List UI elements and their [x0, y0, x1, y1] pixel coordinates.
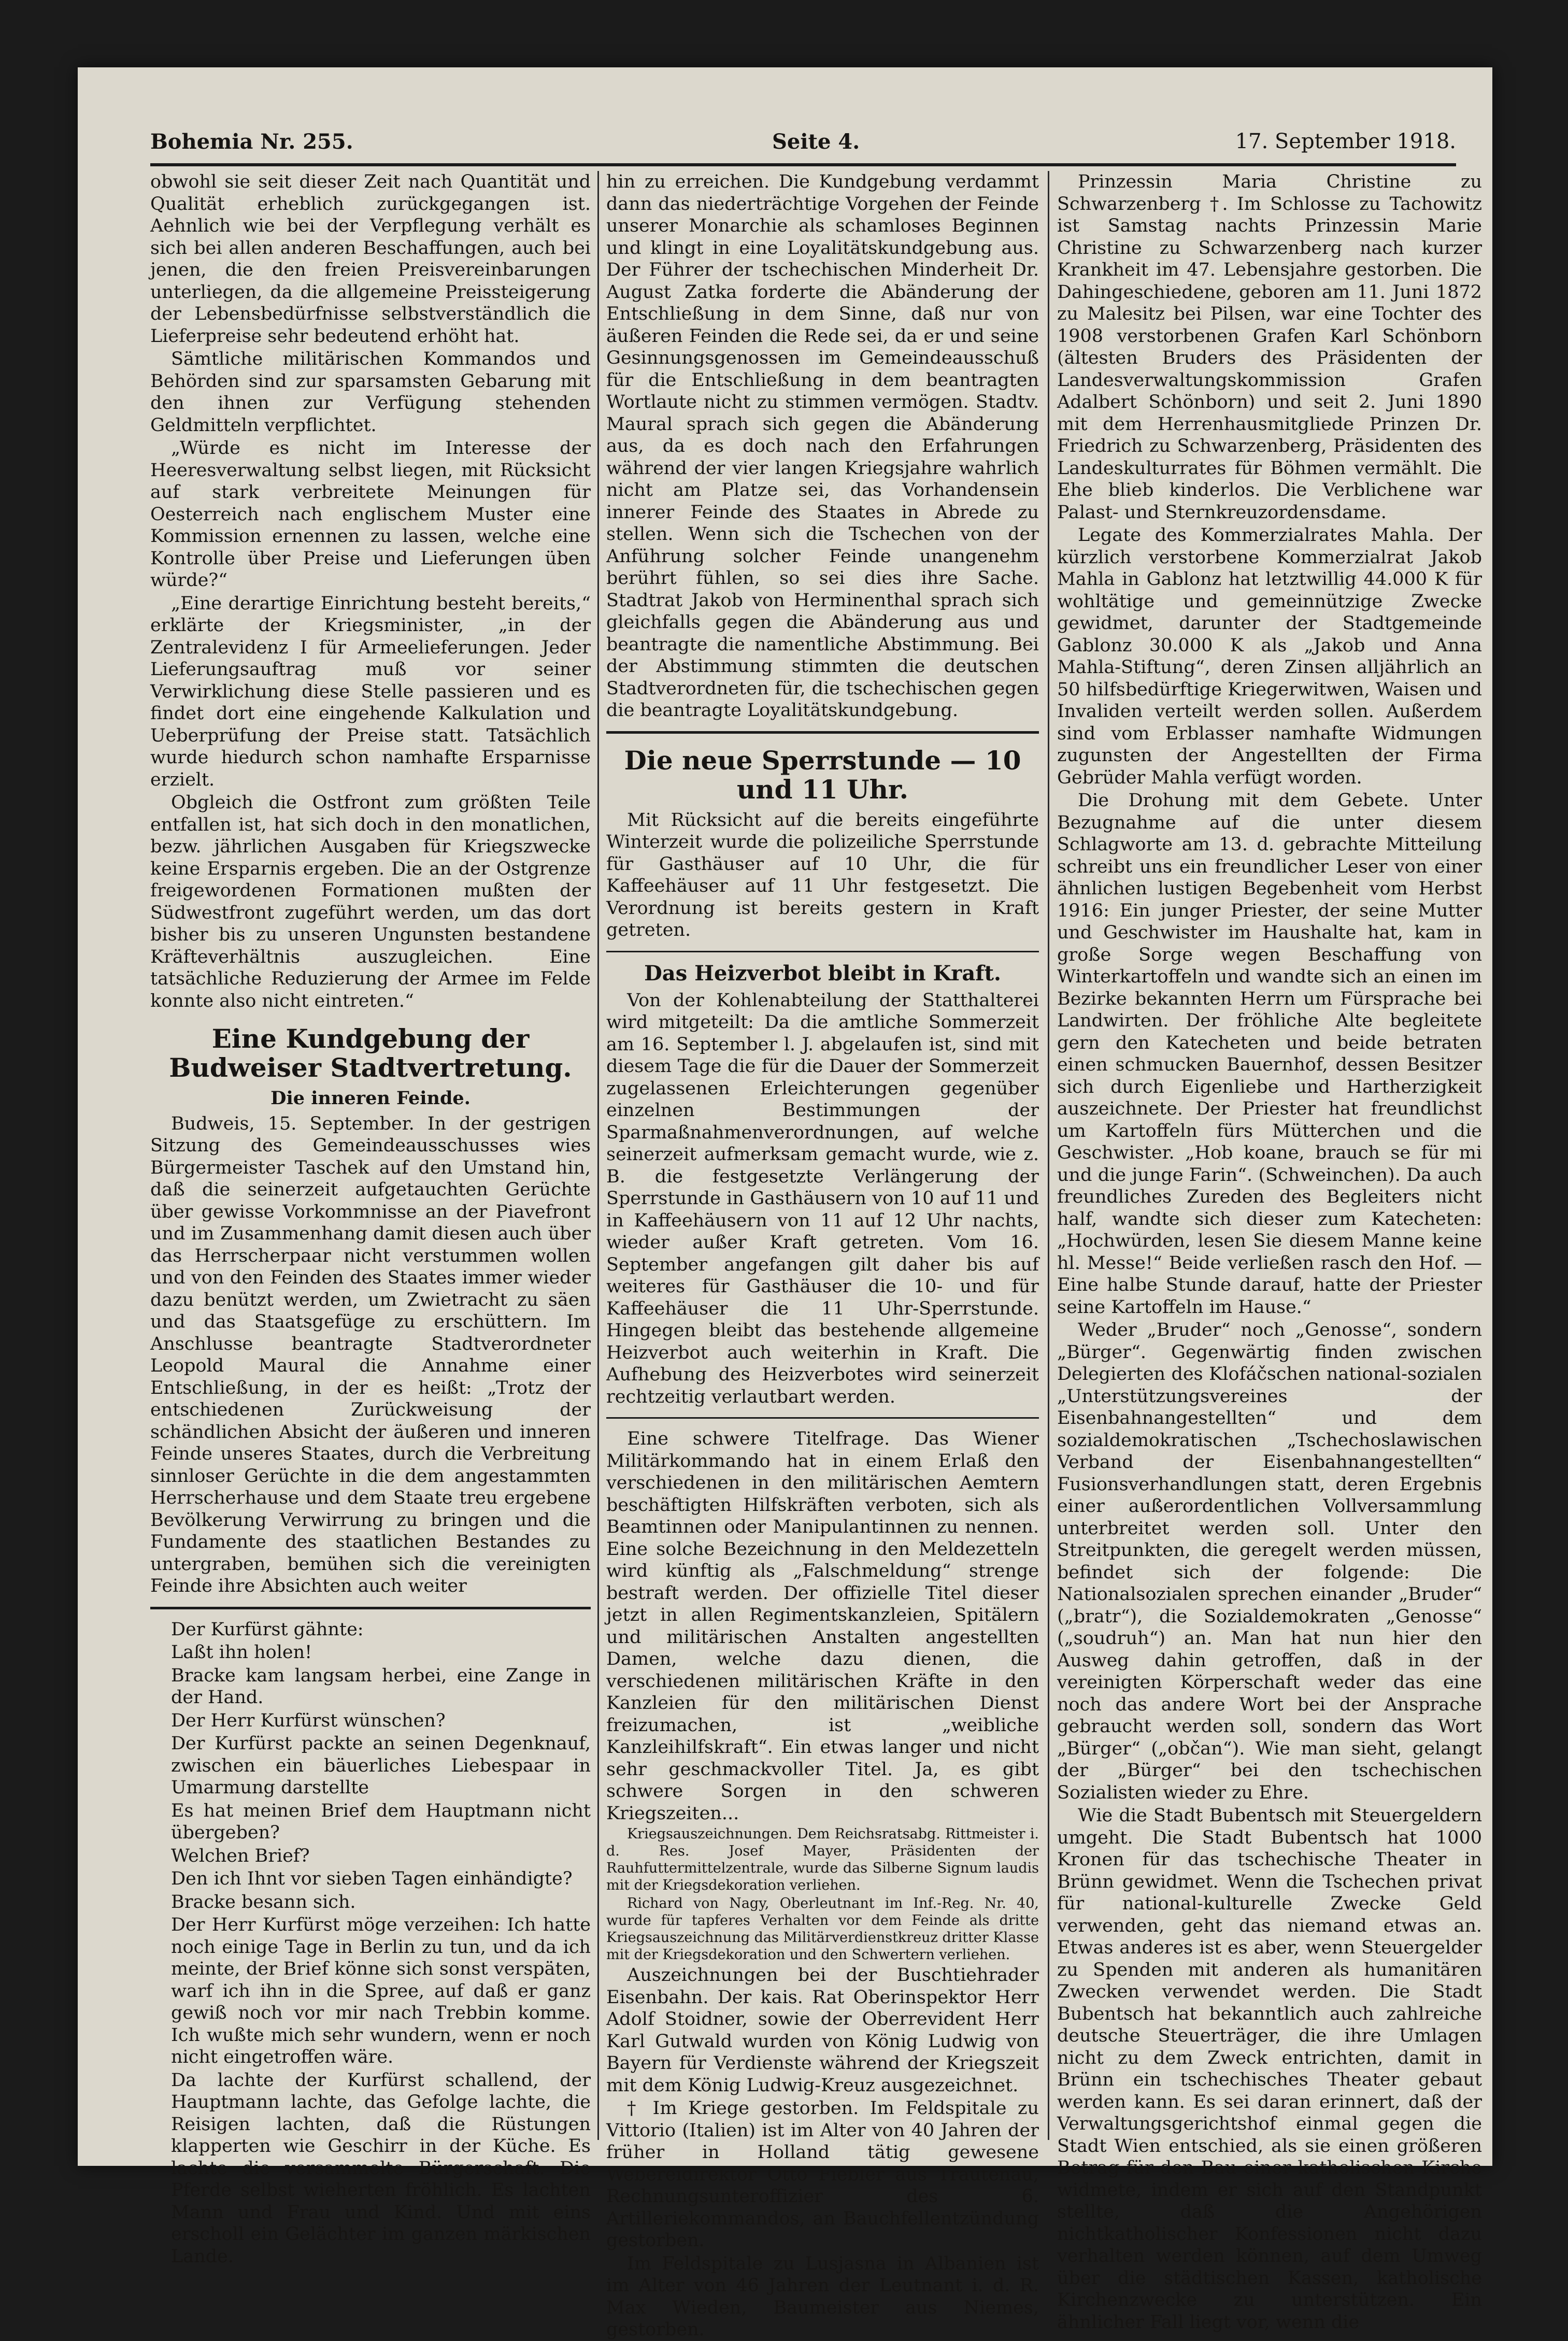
feuilleton-line: Bracke kam langsam herbei, eine Zange in der Hand.	[171, 1665, 591, 1708]
article-subheadline: Die inneren Feinde.	[270, 1088, 471, 1109]
newspaper-page	[78, 67, 1492, 2340]
column-3	[1057, 171, 1482, 2333]
header-issue: Bohemia Nr. 255.	[150, 130, 353, 154]
feuilleton-line: Der Kurfürst gähnte:	[171, 1619, 364, 1640]
article-headline: Eine Kundgebung der Budweiser Stadtvertretung.	[169, 1023, 572, 1083]
article-text: „Eine derartige Einrichtung besteht bereits,“ erklärte der Kriegsminister, „in der Zentralevidenz I für Armeelieferungen. Jeder Lieferungsauftrag muß vor seiner Verwirklichung diese Stelle passieren und es findet dort eine eingehende Kalkulation und Ueberprüfung der Preise statt. Tatsächlich wurde hiedurch schon namhafte Ersparnisse erzielt.	[150, 593, 591, 790]
feuilleton-line: Laßt ihn holen!	[171, 1642, 312, 1663]
article-text: Im Feldspitale zu Lusjasna in Albanien ist im Alter von 46 Jahren der Leutnant i. d. R. Max Wieden, Baumeister aus Niemes, gestorben.	[606, 2253, 1039, 2340]
section-divider	[606, 731, 1039, 734]
article-text: Wie die Stadt Bubentsch mit Steuergeldern umgeht. Die Stadt Bubentsch hat 1000 Kronen für das tschechische Theater in Brünn gewidmet. Wenn die Tschechen privat für national-kulturelle Zwecke Geld verwenden, geht das niemand etwas an. Etwas anderes ist es aber, wenn Steuergelder zu Spenden mit anderen als humanitären Zwecken verwendet werden. Die Stadt Bubentsch hat bekanntlich auch zahlreiche deutsche Steuerträger, die ihre Umlagen nicht zu dem Zweck entrichten, damit in Brünn ein tschechisches Theater gebaut werden kann. Es sei daran erinnert, daß der Verwaltungsgerichtshof einmal gegen die Stadt Wien entschied, als sie einen größeren Betrag für den Bau einer katholischen Kirche widmete, indem er sich auf den Standpunkt stellte, daß die Angehörigen nichtkatholischer Konfessionen nicht dazu verhalten werden können, auf dem Umweg über die städtischen Kassen, katholische Kirchenzwecke zu unterstützen. Ein ähnlicher Fall liegt vor, wenn die	[1057, 1805, 1482, 2333]
article-text: Sämtliche militärischen Kommandos und Behörden sind zur sparsamsten Gebarung mit den ihnen zur Verfügung stehenden Geldmitteln verpflichtet.	[150, 349, 591, 436]
header-date: 17. September 1918.	[1235, 130, 1456, 153]
article-small-text: Kriegsauszeichnungen. Dem Reichsratsabg. Rittmeister i. d. Res. Josef Mayer, Präsidenten der Rauhfuttermittelzentrale, wurde das Silberne Signum laudis mit der Kriegsdekoration verliehen.	[606, 1826, 1039, 1893]
header-page-number: Seite 4.	[772, 130, 860, 154]
article-headline: Die neue Sperrstunde — 10 und 11 Uhr.	[624, 745, 1021, 805]
feuilleton-line: Da lachte der Kurfürst schallend, der Hauptmann lachte, das Gefolge lachte, die Reisigen lachten, daß die Rüstungen klapperten wie Geschirr in der Küche. Es lachte die versammelte Bürgerschaft. Die Pferde selbst wieherten fröhlich. Es lachten Mann und Frau und Kind. Und mit eins erscholl ein Gelächter im ganzen märkischen Lande.	[171, 2069, 591, 2267]
feuilleton-line: Welchen Brief?	[171, 1845, 310, 1866]
feuilleton-line: Den ich Ihnt vor sieben Tagen einhändigte?	[171, 1868, 573, 1889]
article-text: Legate des Kommerzialrates Mahla. Der kürzlich verstorbene Kommerzialrat Jakob Mahla in Gablonz hat letztwillig 44.000 K für wohltätige und gemeinnützige Zwecke gewidmet, darunter der Stadtgemeinde Gablonz 30.000 K als „Jakob und Anna Mahla-Stiftung“, deren Zinsen alljährlich an 50 hilfsbedürftige Kriegerwitwen, Waisen und Invaliden verteilt werden sollen. Außerdem sind vom Erblasser namhafte Widmungen zugunsten der Angestellten der Firma Gebrüder Mahla verfügt worden.	[1057, 525, 1482, 788]
column-rule-2	[1048, 171, 1049, 2140]
article-text: Prinzessin Maria Christine zu Schwarzenberg †. Im Schlosse zu Tachowitz ist Samstag nachts Prinzessin Marie Christine zu Schwarzenberg nach kurzer Krankheit im 47. Lebensjahre gestorben. Die Dahingeschiedene, geboren am 11. Juni 1872 zu Malesitz bei Pilsen, war eine Tochter des 1908 verstorbenen Grafen Karl Schönborn (ältesten Bruders des Präsidenten der Landesverwaltungskommission Grafen Adalbert Schönborn) und seit 2. Juni 1890 mit dem Herrenhausmitgliede Prinzen Dr. Friedrich zu Schwarzenberg, Präsidenten des Landeskulturrates für Böhmen vermählt. Die Ehe blieb kinderlos. Die Verblichene war Palast- und Sternkreuzordensdame.	[1057, 172, 1482, 523]
article-text: Auszeichnungen bei der Buschtiehrader Eisenbahn. Der kais. Rat Oberinspektor Herr Adolf Stoidner, sowie der Oberrevident Herr Karl Gutwald wurden von König Ludwig von Bayern für Verdienste während der Kriegszeit mit dem König Ludwig-Kreuz ausgezeichnet.	[606, 1965, 1039, 2096]
column-2	[606, 171, 1039, 2340]
article-text: Weder „Bruder“ noch „Genosse“, sondern „Bürger“. Gegenwärtig finden zwischen Delegierten des Klofáčschen national-sozialen „Unterstützungsvereines der Eisenbahnangestellten“ und dem sozialdemokratischen „Tschechoslawischen Verband der Eisenbahnangestellten“ Fusionsverhandlungen statt, deren Ergebnis einer außerordentlichen Vollversammlung unterbreitet werden soll. Unter den Streitpunkten, die geregelt werden müssen, befindet sich der folgende: Die Nationalsozialen sprechen einander „Bruder“ („bratr“), die Sozialdemokraten „Genosse“ („soudruh“) an. Man hat nun hier den Ausweg dahin getroffen, daß in der vereinigten Körperschaft weder das eine noch das andere Wort bei der Ansprache gebraucht werden soll, sondern das Wort „Bürger“ („občan“). Wie man sieht, gelangt der „Bürger“ bei den tschechischen Sozialisten wieder zu Ehre.	[1057, 1320, 1482, 1803]
article-text: Budweis, 15. September. In der gestrigen Sitzung des Gemeindeausschusses wies Bürgermeister Taschek auf den Umstand hin, daß die seinerzeit aufgetauchten Gerüchte über gewisse Vorkommnisse an der Piavefront und im Zusammenhang damit diesen auch über das Herrscherpaar nicht verstummen wollen und von den Feinden des Staates immer wieder dazu benützt werden, um Zwietracht zu säen und das Staatsgefüge zu erschüttern. Im Anschlusse beantragte Stadtverordneter Leopold Maural die Annahme einer Entschließung, in der es heißt: „Trotz der entschiedenen Zurückweisung der schändlichen Absicht der äußeren und inneren Feinde unseres Staates, durch die Verbreitung sinnloser Gerüchte in die dem angestammten Herrscherhause und dem Staate treu ergebene Bevölkerung Verwirrung zu bringen und die Fundamente des staatlichen Bestandes zu untergraben, bemühen sich die vereinigten Feinde ihre Absichten auch weiter	[150, 1113, 591, 1596]
article-headline: Das Heizverbot bleibt in Kraft.	[644, 961, 1001, 986]
article-small-text: Richard von Nagy, Oberleutnant im Inf.-Reg. Nr. 40, wurde für tapferes Verhalten vor dem Feinde als dritte Kriegsauszeichnung das Militärverdienstkreuz dritter Klasse mit der Kriegsdekoration und den Schwertern verliehen.	[606, 1895, 1039, 1963]
section-divider	[606, 951, 1039, 952]
page-header	[150, 117, 1456, 166]
feuilleton-line: Es hat meinen Brief dem Hauptmann nicht übergeben?	[171, 1800, 591, 1843]
article-text: † Im Kriege gestorben. Im Feldspitale zu Vittorio (Italien) ist im Alter von 40 Jahren der früher in Holland tätig gewesene Webereidirektor Otto Fiebler aus Trautenau, Rechnungsunteroffizier des 6. Artilleriekommandos, an Bauchfellentzündung gestorben.	[606, 2098, 1039, 2251]
column-1	[150, 171, 591, 2267]
feuilleton-line: Der Herr Kurfürst möge verzeihen: Ich hatte noch einige Tage in Berlin zu tun, und da ich meinte, der Brief könne sich sonst verspäten, warf ich ihn in die Spree, auf daß er ganz gewiß noch vor mir nach Trebbin komme. Ich wußte mich sehr wundern, wenn er noch nicht eingetroffen wäre.	[171, 1915, 591, 2067]
article-text: hin zu erreichen. Die Kundgebung verdammt dann das niederträchtige Vorgehen der Feinde unserer Monarchie als schamloses Beginnen und klingt in eine Loyalitätskundgebung aus. Der Führer der tschechischen Minderheit Dr. August Zatka forderte die Abänderung der Entschließung in dem Sinne, daß nur von äußeren Feinden die Rede sei, da er und seine Gesinnungsgenossen im Gemeindeausschuß für die Entschließung in dem beantragten Wortlaute nicht zu stimmen vermögen. Stadtv. Maural sprach sich gegen die Abänderung aus, da es doch nach den Erfahrungen während der vier langen Kriegsjahre wahrlich nicht am Platze sei, das Vorhandensein innerer Feinde des Staates in Abrede zu stellen. Wenn sich die Tschechen von der Anführung solcher Feinde unangenehm berührt fühlen, so sei dies ihre Sache. Stadtrat Jakob von Herminenthal sprach sich gleichfalls gegen die Abänderung aus und beantragte die namentliche Abstimmung. Bei der Abstimmung stimmten die deutschen Stadtverordneten für, die tschechischen gegen die beantragte Loyalitätskundgebung.	[606, 172, 1039, 721]
article-text: Mit Rücksicht auf die bereits eingeführte Winterzeit wurde die polizeiliche Sperrstunde für Gasthäuser auf 10 Uhr, die für Kaffeehäuser auf 11 Uhr festgesetzt. Die Verordnung ist bereits gestern in Kraft getreten.	[606, 809, 1039, 940]
article-text: Obgleich die Ostfront zum größten Teile entfallen ist, hat sich doch in den monatlichen, bezw. jährlichen Ausgaben für Kriegszwecke keine Ersparnis ergeben. Die an der Ostgrenze freigewordenen Formationen mußten der Südwestfront zugeführt werden, um das dort bisher bis zu unseren Ungunsten bestandene Kräfteverhältnis auszugleichen. Eine tatsächliche Reduzierung der Armee im Felde konnte also nicht eintreten.“	[150, 792, 591, 1011]
article-text: Eine schwere Titelfrage. Das Wiener Militärkommando hat in einem Erlaß den verschiedenen in den militärischen Aemtern beschäftigten Hilfskräften verboten, sich als Beamtinnen oder Manipulantinnen zu nennen. Eine solche Bezeichnung in den Meldezetteln wird künftig als „Falschmeldung“ strenge bestraft werden. Der offizielle Titel dieser jetzt in allen Regimentskanzleien, Spitälern und militärischen Anstalten angestellten Damen, welche dazu dienen, die verschiedenen militärischen Kräfte in den Kanzleien für den militärischen Dienst freizumachen, ist „weibliche Kanzleihilfskraft“. Ein etwas langer und nicht sehr geschmackvoller Titel. Ja, es gibt schwere Sorgen in den schweren Kriegszeiten...	[606, 1429, 1039, 1824]
section-divider	[150, 1607, 591, 1609]
feuilleton-line: Der Kurfürst packte an seinen Degenknauf, zwischen ein bäuerliches Liebespaar in Umarmung darstellte	[171, 1733, 591, 1798]
column-rule-1	[597, 171, 599, 2140]
feuilleton	[150, 1619, 591, 2268]
section-divider	[606, 1417, 1039, 1419]
article-text: obwohl sie seit dieser Zeit nach Quantität und Qualität erheblich zurückgegangen ist. Aehnlich wie bei der Verpflegung verhält es sich bei allen anderen Beschaffungen, auch bei jenen, die den freien Preisvereinbarungen unterliegen, da die allgemeine Preissteigerung der Lebensbedürfnisse selbstverständlich die Lieferpreise sehr bedeutend erhöht hat.	[150, 172, 591, 347]
article-text: Von der Kohlenabteilung der Statthalterei wird mitgeteilt: Da die amtliche Sommerzeit am 16. September l. J. abgelaufen ist, sind mit diesem Tage die für die Dauer der Sommerzeit zugelassenen Erleichterungen gegenüber einzelnen Bestimmungen der Sparmaßnahmenverordnungen, auf welche seinerzeit aufmerksam gemacht wurde, wie z. B. die festgesetzte Verlängerung der Sperrstunde in Gasthäusern von 10 auf 11 und in Kaffeehäusern von 11 auf 12 Uhr nachts, wieder außer Kraft getreten. Vom 16. September angefangen gilt daher bis auf weiteres für Gasthäuser die 10- und für Kaffeehäuser die 11 Uhr-Sperrstunde. Hingegen bleibt das bestehende allgemeine Heizverbot auch weiterhin in Kraft. Die Aufhebung des Heizverbotes wird seinerzeit rechtzeitig verlautbart werden.	[606, 990, 1039, 1407]
article-text: Die Drohung mit dem Gebete. Unter Bezugnahme auf die unter diesem Schlagworte am 13. d. gebrachte Mitteilung schreibt uns ein freundlicher Leser von einer ähnlichen lustigen Begebenheit vom Herbst 1916: Ein junger Priester, der seine Mutter und Geschwister im Haushalte hat, kam in große Sorge wegen Beschaffung von Winterkartoffeln und wandte sich an einen im Bezirke bekannten Herrn um Fürsprache bei Landwirten. Der fröhliche Alte begleitete gern den Katecheten und beide betraten einen schmucken Bauernhof, dessen Besitzer sich durch Eigenliebe und Hartherzigkeit auszeichnete. Der Priester hat freundlichst um Kartoffeln fürs Mütterchen und die Geschwister. „Hob koane, brauch se für mi und die junge Farin“. (Schweinchen). Da auch freundliches Zureden des Begleiters nicht half, wandte sich dieser zum Katecheten: „Hochwürden, lesen Sie diesem Manne keine hl. Messe!“ Beide verließen rasch den Hof. — Eine halbe Stunde darauf, hatte der Priester seine Kartoffeln im Hause.“	[1057, 790, 1482, 1318]
feuilleton-line: Der Herr Kurfürst wünschen?	[171, 1710, 446, 1731]
feuilleton-line: Bracke besann sich.	[171, 1891, 356, 1912]
article-text: „Würde es nicht im Interesse der Heeresverwaltung selbst liegen, mit Rücksicht auf stark verbreitete Meinungen für Oesterreich nach englischem Muster eine Kommission ernennen zu lassen, welche eine Kontrolle über Preise und Lieferungen üben würde?“	[150, 438, 591, 591]
